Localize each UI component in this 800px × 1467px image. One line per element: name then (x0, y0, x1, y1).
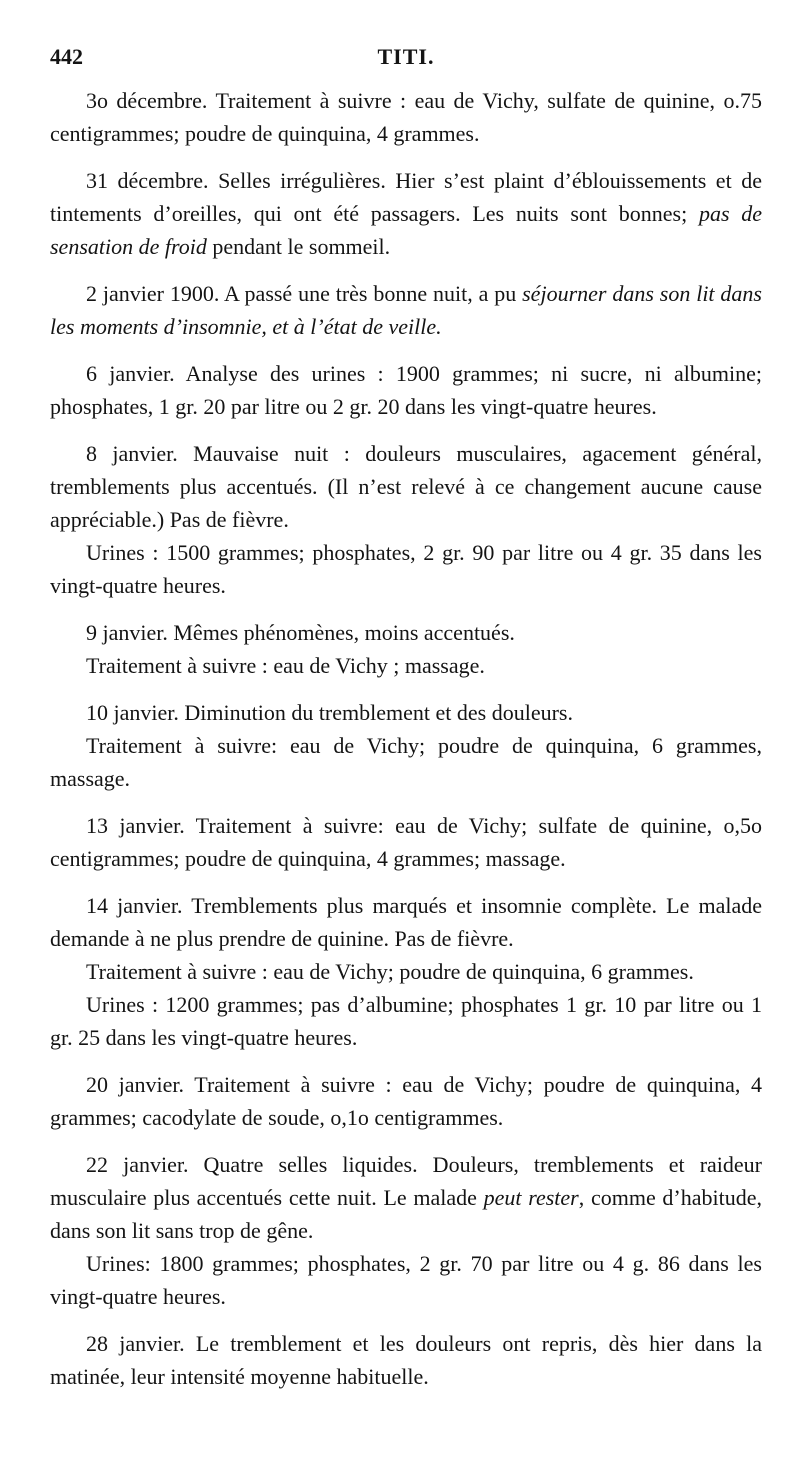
paragraph (50, 357, 762, 423)
paragraph (50, 649, 762, 682)
entry-9-janvier (50, 616, 762, 682)
paragraph-text: Urines : 1200 grammes; pas d’albumine; phosphates 1 gr. 10 par litre ou 1 gr. 25 dans les vingt-quatre heures. (50, 992, 762, 1050)
paragraph (50, 1068, 762, 1134)
book-page (50, 0, 762, 1467)
paragraph-text: 6 janvier. Analyse des urines : 1900 grammes; ni sucre, ni albumine; phosphates, 1 gr. 20 par litre ou 2 gr. 20 dans les vingt-quatre heures. (50, 361, 762, 419)
entry-31-decembre (50, 164, 762, 263)
entry-20-janvier (50, 1068, 762, 1134)
paragraph-text: 22 janvier. Quatre selles liquides. Douleurs, tremblements et raideur musculaire plus accentués cette nuit. Le malade (50, 1152, 762, 1210)
paragraph (50, 889, 762, 955)
page-number: 442 (50, 44, 83, 69)
paragraph-text: Traitement à suivre: eau de Vichy; poudre de quinquina, 6 grammes, massage. (50, 733, 762, 791)
paragraph (50, 988, 762, 1054)
entry-22-janvier (50, 1148, 762, 1313)
paragraph (50, 277, 762, 343)
entry-2-janvier (50, 277, 762, 343)
entry-10-janvier (50, 696, 762, 795)
italic-phrase: pas de sensation de froid (50, 201, 762, 259)
entry-8-janvier (50, 437, 762, 602)
entry-30-decembre (50, 84, 762, 150)
paragraph-text: Traitement à suivre : eau de Vichy ; massage. (86, 653, 485, 678)
paragraph (50, 164, 762, 263)
italic-phrase: peut rester (483, 1185, 579, 1210)
paragraph-text: Urines : 1500 grammes; phosphates, 2 gr. 90 par litre ou 4 gr. 35 dans les vingt-quatre heures. (50, 540, 762, 598)
paragraph-text: Urines: 1800 grammes; phosphates, 2 gr. 70 par litre ou 4 g. 86 dans les vingt-quatre heures. (50, 1251, 762, 1309)
paragraph (50, 1327, 762, 1393)
paragraph-text: 3o décembre. Traitement à suivre : eau de Vichy, sulfate de quinine, o.75 centigrammes; poudre de quinquina, 4 grammes. (50, 88, 762, 146)
entry-6-janvier (50, 357, 762, 423)
entry-14-janvier (50, 889, 762, 1054)
running-title: TITI. (377, 44, 435, 69)
paragraph-text: 10 janvier. Diminution du tremblement et des douleurs. (86, 700, 573, 725)
paragraph (50, 1247, 762, 1313)
journal-body (50, 84, 762, 1407)
paragraph (50, 616, 762, 649)
paragraph-text: 8 janvier. Mauvaise nuit : douleurs musculaires, agacement général, tremblements plus accentués. (Il n’est relevé à ce changement aucune cause appréciable.) Pas de fièvre. (50, 441, 762, 532)
paragraph (50, 1148, 762, 1247)
paragraph-text: 28 janvier. Le tremblement et les douleurs ont repris, dès hier dans la matinée, leur intensité moyenne habituelle. (50, 1331, 762, 1389)
paragraph-text: 31 décembre. Selles irrégulières. Hier s’est plaint d’éblouissements et de tintements d’oreilles, qui ont été passagers. Les nuits sont bonnes; (50, 168, 762, 226)
paragraph-text: , comme d’habitude, dans son lit sans trop de gêne. (50, 1185, 763, 1243)
paragraph-text: 2 janvier 1900. A passé une très bonne nuit, a pu (86, 281, 523, 306)
paragraph-text: 14 janvier. Tremblements plus marqués et insomnie complète. Le malade demande à ne plus prendre de quinine. Pas de fièvre. (50, 893, 762, 951)
entry-13-janvier (50, 809, 762, 875)
italic-phrase: séjourner dans son lit dans les moments d’insomnie, et à l’état de veille. (50, 281, 762, 339)
paragraph-text: 13 janvier. Traitement à suivre: eau de Vichy; sulfate de quinine, o,5o centigrammes; poudre de quinquina, 4 grammes; massage. (50, 813, 762, 871)
paragraph (50, 437, 762, 536)
paragraph (50, 729, 762, 795)
paragraph-text: pendant le sommeil. (206, 234, 391, 259)
paragraph (50, 84, 762, 150)
paragraph (50, 955, 762, 988)
paragraph-text: 20 janvier. Traitement à suivre : eau de Vichy; poudre de quinquina, 4 grammes; cacodylate de soude, o,1o centigrammes. (50, 1072, 762, 1130)
paragraph-text: 9 janvier. Mêmes phénomènes, moins accentués. (86, 620, 515, 645)
running-head (50, 44, 762, 74)
paragraph (50, 536, 762, 602)
paragraph-text: Traitement à suivre : eau de Vichy; poudre de quinquina, 6 grammes. (86, 959, 694, 984)
paragraph (50, 696, 762, 729)
entry-28-janvier (50, 1327, 762, 1393)
paragraph (50, 809, 762, 875)
